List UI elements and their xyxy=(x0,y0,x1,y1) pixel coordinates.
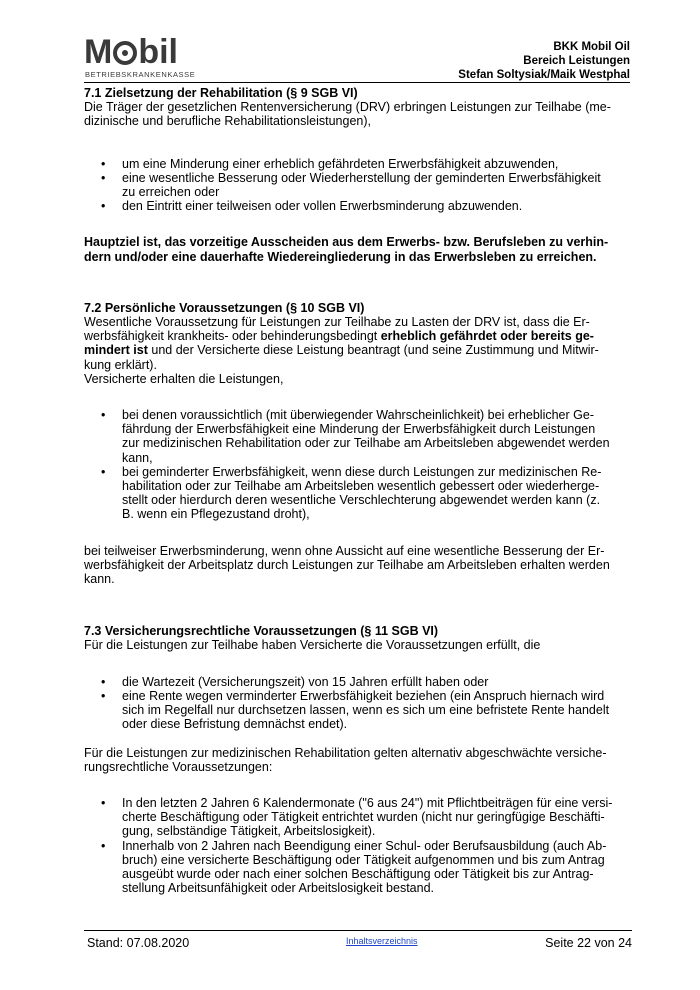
section-7-3-heading: 7.3 Versicherungsrechtliche Voraussetzungen (§ 11 SGB VI) xyxy=(84,624,439,639)
table-of-contents-link[interactable]: Inhaltsverzeichnis xyxy=(346,936,418,946)
header-info xyxy=(458,40,630,82)
footer-divider xyxy=(84,930,632,931)
paragraph: Für die Leistungen zur medizinischen Rehabilitation gelten alternativ abgeschwächte versiche- rungsrechtliche Voraussetzungen: xyxy=(84,745,607,774)
section-7-1-heading: 7.1 Zielsetzung der Rehabilitation (§ 9 SGB VI) xyxy=(84,86,358,100)
list-item: • Innerhalb von 2 Jahren nach Beendigung einer Schul- oder Berufsausbildung (auch Ab- bruch) eine versicherte Beschäftigung oder Tätigkeit aufgenommen und bis zum Antrag ausgeübt wurde oder nach einer solchen Beschäftigung oder Tätigkeit bis zur Antrag- stellung Arbeitsunfähigkeit oder Arbeitslosigkeit bestand. xyxy=(84,839,632,896)
list-item: • In den letzten 2 Jahren 6 Kalendermonate ("6 aus 24") mit Pflichtbeiträgen für eine versi- cherte Beschäftigung oder Tätigkeit entrichtet wurden (nicht nur geringfügige Beschäfti- gung, selbständige Tätigkeit, Arbeitslosigkeit). xyxy=(84,796,632,839)
bullet-list xyxy=(84,675,632,732)
document-body xyxy=(84,86,632,895)
list-item: • bei geminderter Erwerbsfähigkeit, wenn diese durch Leistungen zur medizinischen Re- habilitation oder zur Teilhabe am Arbeitsleben wesentlich gebessert oder wiederherge- stellt oder hierdurch deren wesentliche Verschlechterung abgewendet werden kann (z. B. wenn ein Pflegezustand droht), xyxy=(84,465,632,522)
list-item: • um eine Minderung einer erheblich gefährdeten Erwerbsfähigkeit abzuwenden, xyxy=(84,157,632,171)
list-item: • eine wesentliche Besserung oder Wiederherstellung der geminderten Erwerbsfähigkeit zu erreichen oder xyxy=(84,171,632,199)
paragraph: bei teilweiser Erwerbsminderung, wenn ohne Aussicht auf eine wesentliche Besserung der Er- werbsfähigkeit der Arbeitsplatz durch Leistungen zur Teilhabe am Arbeitsleben erhalten werden kann. xyxy=(84,543,610,587)
logo-subtitle: BETRIEBSKRANKENKASSE xyxy=(85,70,196,79)
main-goal-paragraph: Hauptziel ist, das vorzeitige Ausscheiden aus dem Erwerbs- bzw. Berufsleben zu verhin- dern und/oder eine dauerhafte Wiedereingliederung in das Erwerbsleben zu erreichen. xyxy=(84,235,609,264)
logo-word-end: bil xyxy=(138,33,178,71)
bullet-list xyxy=(84,796,632,895)
paragraph: Wesentliche Voraussetzung für Leistungen zur Teilhabe zu Lasten der DRV ist, dass die Er- werbsfähigkeit krankheits- oder behinderungsbedingt erheblich gefährdet oder bereits ge- mindert ist und der Versicherte diese Leistung beantragt (und seine Zustimmung und Mitwir- kung erklärt). Versicherte erhalten die Leistungen, xyxy=(84,315,599,386)
paragraph: Die Träger der gesetzlichen Rentenversicherung (DRV) erbringen Leistungen zur Teilhabe (me- dizinische und berufliche Rehabilitationsleistungen), xyxy=(84,100,611,129)
list-item: • bei denen voraussichtlich (mit überwiegender Wahrscheinlichkeit) bei erheblicher Ge- fährdung der Erwerbsfähigkeit eine Minderung der Erwerbsfähigkeit durch Leistungen zur medizinischen Rehabilitation oder zur Teilhabe am Arbeitsleben abgewendet werden kann, xyxy=(84,408,632,465)
logo-o-icon xyxy=(113,41,137,65)
page-number: Seite 22 von 24 xyxy=(545,936,632,950)
bullet-list xyxy=(84,408,632,522)
logo-word-start: M xyxy=(84,33,113,71)
header-divider xyxy=(84,82,630,83)
list-item: • eine Rente wegen verminderter Erwerbsfähigkeit beziehen (ein Anspruch hiernach wird sich im Regelfall nur durchsetzen lassen, wenn es sich um eine befristete Rente handelt oder diese Befristung demnächst endet). xyxy=(84,689,632,732)
footer-date: Stand: 07.08.2020 xyxy=(87,936,190,950)
list-item: • die Wartezeit (Versicherungszeit) von 15 Jahren erfüllt haben oder xyxy=(84,675,632,689)
header-line-1: BKK Mobil Oil xyxy=(553,41,630,53)
list-item: • den Eintritt einer teilweisen oder vollen Erwerbsminderung abzuwenden. xyxy=(84,199,632,213)
bullet-list xyxy=(84,157,632,214)
header-line-2: Bereich Leistungen xyxy=(523,55,630,67)
section-7-2-heading: 7.2 Persönliche Voraussetzungen (§ 10 SGB VI) xyxy=(84,300,365,315)
mobil-logo xyxy=(84,34,204,80)
header-line-3: Stefan Soltysiak/Maik Westphal xyxy=(458,69,630,81)
paragraph: Für die Leistungen zur Teilhabe haben Versicherte die Voraussetzungen erfüllt, die xyxy=(84,638,541,653)
